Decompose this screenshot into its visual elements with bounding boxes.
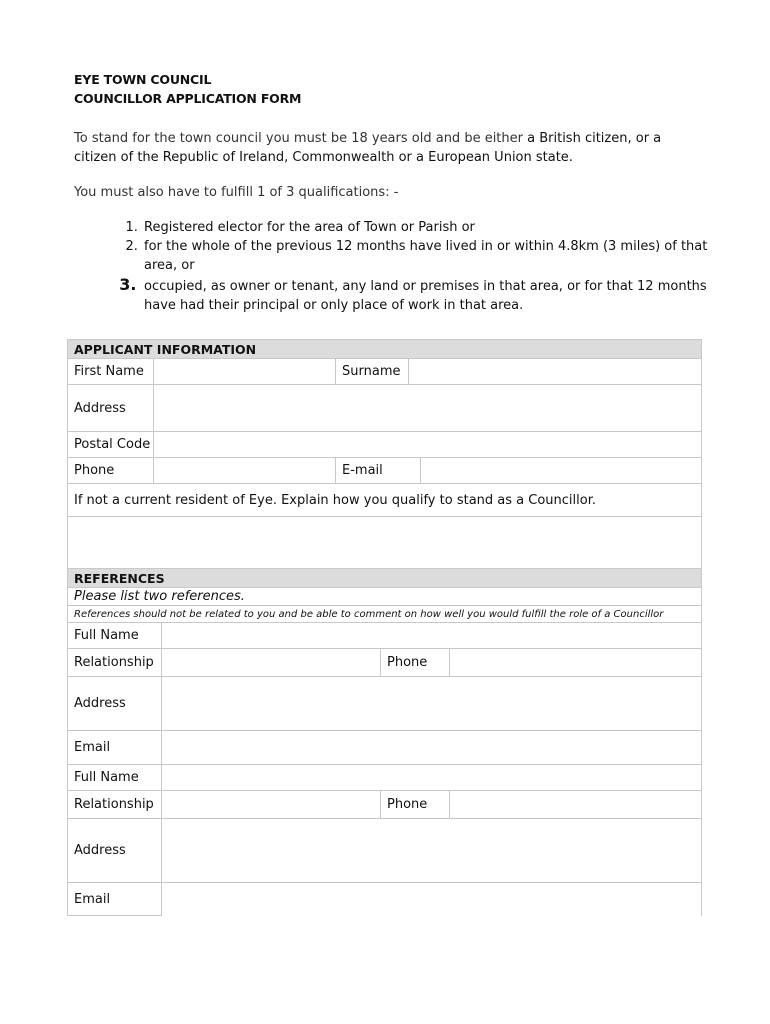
reference-1-relationship-field[interactable] bbox=[161, 649, 380, 676]
reference-2-relationship-label: Relationship bbox=[74, 797, 154, 812]
reference-2-phone-field[interactable] bbox=[449, 791, 701, 818]
reference-1-address-row bbox=[68, 677, 701, 731]
reference-2-email-label: Email bbox=[74, 892, 111, 907]
reference-1-phone-label: Phone bbox=[380, 649, 449, 676]
references-section-header bbox=[68, 569, 701, 588]
applicant-section-header bbox=[68, 340, 701, 359]
reference-2-address-field[interactable] bbox=[161, 819, 701, 882]
qualification-item: 1. Registered elector for the area of Town or Parish or bbox=[142, 218, 712, 237]
email-field[interactable] bbox=[420, 458, 701, 483]
qualifications-intro: You must also have to fulfill 1 of 3 qualifications: - bbox=[74, 185, 399, 200]
reference-1-phone-field[interactable] bbox=[449, 649, 701, 676]
first-name-label: First Name bbox=[74, 364, 144, 379]
references-note-row bbox=[68, 606, 701, 623]
reference-1-address-label: Address bbox=[74, 696, 126, 711]
references-table bbox=[67, 568, 702, 916]
eligibility-paragraph bbox=[74, 129, 674, 167]
reference-2-phone-label: Phone bbox=[380, 791, 449, 818]
non-resident-explanation-field[interactable] bbox=[68, 517, 701, 568]
form-title: COUNCILLOR APPLICATION FORM bbox=[74, 91, 302, 106]
eligibility-text-3: citizen of the Republic of Ireland, Commonwealth or a European Union state. bbox=[74, 150, 573, 165]
reference-2-email-row bbox=[68, 883, 701, 916]
references-instruction-row bbox=[68, 588, 701, 606]
reference-1-address-field[interactable] bbox=[161, 677, 701, 730]
address-row bbox=[68, 385, 701, 432]
phone-field[interactable] bbox=[153, 458, 335, 483]
reference-1-email-row bbox=[68, 731, 701, 765]
email-label: E-mail bbox=[335, 458, 420, 483]
first-name-field[interactable] bbox=[153, 359, 335, 384]
reference-1-email-field[interactable] bbox=[161, 731, 701, 764]
non-resident-prompt: If not a current resident of Eye. Explain how you qualify to stand as a Councillor. bbox=[74, 492, 596, 508]
qualification-item: 2. for the whole of the previous 12 months have lived in or within 4.8km (3 miles) of that area, or bbox=[142, 237, 712, 275]
reference-1-full-name-field[interactable] bbox=[161, 623, 701, 648]
applicant-section-title: APPLICANT INFORMATION bbox=[74, 341, 257, 357]
reference-2-email-field[interactable] bbox=[161, 883, 701, 916]
reference-2-name-row bbox=[68, 765, 701, 791]
address-field[interactable] bbox=[153, 385, 701, 431]
qualifications-list bbox=[118, 218, 712, 315]
references-instruction: Please list two references. bbox=[74, 589, 245, 604]
reference-2-relationship-row bbox=[68, 791, 701, 819]
reference-1-email-label: Email bbox=[74, 740, 111, 755]
contact-row bbox=[68, 458, 701, 484]
postal-code-field[interactable] bbox=[153, 432, 701, 457]
reference-1-relationship-label: Relationship bbox=[74, 655, 154, 670]
surname-label: Surname bbox=[335, 359, 408, 384]
reference-2-full-name-label: Full Name bbox=[74, 770, 139, 785]
non-resident-answer-row bbox=[68, 517, 701, 568]
postal-code-row bbox=[68, 432, 701, 458]
references-section-title: REFERENCES bbox=[74, 570, 165, 586]
reference-2-full-name-field[interactable] bbox=[161, 765, 701, 790]
reference-1-full-name-label: Full Name bbox=[74, 628, 139, 643]
reference-2-address-row bbox=[68, 819, 701, 883]
reference-2-relationship-field[interactable] bbox=[161, 791, 380, 818]
phone-label: Phone bbox=[74, 463, 115, 478]
eligibility-text-2: a British citizen, or a bbox=[527, 131, 662, 146]
reference-1-name-row bbox=[68, 623, 701, 649]
postal-code-label: Postal Code bbox=[74, 437, 151, 452]
applicant-information-table bbox=[67, 339, 702, 568]
qualification-item: 3. occupied, as owner or tenant, any land or premises in that area, or for that 12 months have had their principal or only place of work in that area. bbox=[142, 275, 712, 315]
eligibility-text-1: To stand for the town council you must be 18 years old and be either bbox=[74, 131, 528, 146]
address-label: Address bbox=[74, 400, 126, 416]
name-row bbox=[68, 359, 701, 385]
references-note: References should not be related to you and be able to comment on how well you would fulfill the role of a Councillor bbox=[74, 608, 664, 620]
reference-2-address-label: Address bbox=[74, 843, 126, 858]
non-resident-row bbox=[68, 484, 701, 517]
council-name: EYE TOWN COUNCIL bbox=[74, 72, 212, 87]
reference-1-relationship-row bbox=[68, 649, 701, 677]
surname-field[interactable] bbox=[408, 359, 701, 384]
